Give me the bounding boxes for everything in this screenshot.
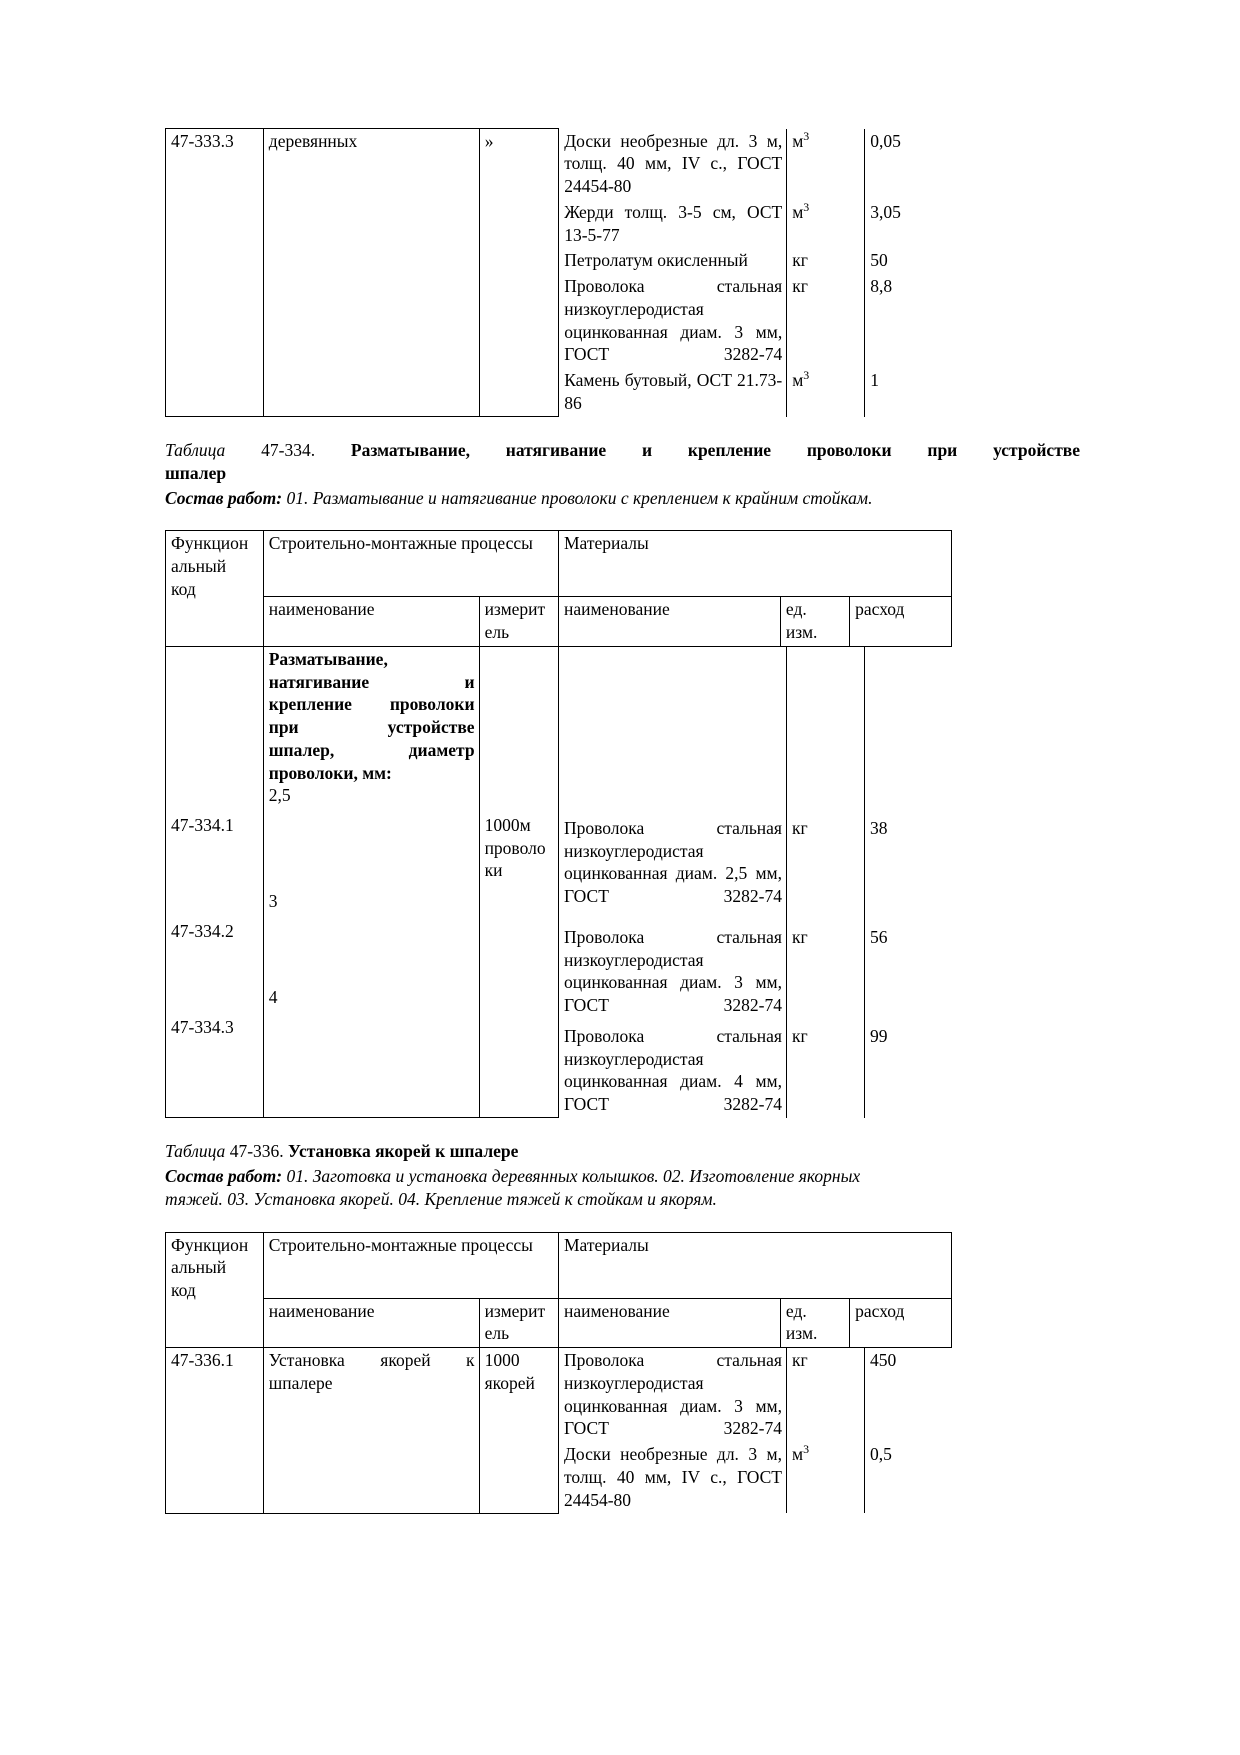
material-row	[559, 129, 974, 200]
measure-unit-l1: 1000	[484, 1350, 520, 1371]
material-unit	[787, 129, 865, 200]
material-quantity: 38	[869, 817, 888, 838]
material-unit	[787, 274, 865, 368]
material-row	[559, 200, 974, 249]
material-name: Жерди толщ. 3-5 см, ОСТ 13-5-77	[559, 200, 787, 249]
material-quantity: 3,05	[870, 201, 901, 222]
cell-measure-unit-stack	[479, 646, 558, 1118]
cell-measure-unit	[485, 814, 554, 882]
cell-functional-code-stack	[166, 646, 264, 1118]
subheader-process-name: наименование	[263, 1298, 479, 1348]
caption-title: Установка якорей к шпалере	[288, 1141, 519, 1162]
cell-process-name: 2,5	[268, 785, 291, 806]
sostav-value-l2: тяжей. 03. Установка якорей. 04. Крепление тяжей к стойкам и якорям.	[165, 1189, 717, 1210]
material-spacer-unit	[786, 647, 864, 816]
material-row	[559, 1442, 974, 1513]
material-unit	[787, 248, 865, 274]
cell-functional-code: 47-333.3	[166, 129, 264, 417]
process-name-l2: шпалере	[268, 1372, 333, 1393]
cell-process-name	[263, 1348, 479, 1514]
material-unit-text: м	[792, 370, 804, 390]
group-title-l4: при устройстве	[268, 717, 475, 738]
material-quantity: 0,5	[869, 1444, 892, 1465]
material-unit-superscript: 3	[803, 368, 810, 383]
material-row	[559, 1348, 974, 1442]
material-spacer-row	[559, 647, 974, 816]
subheader-material-unit-l2: изм.	[785, 622, 818, 643]
cell-functional-code: 47-334.3	[171, 1016, 234, 1037]
subheader-measure-unit	[479, 597, 558, 647]
table-47-333-continued	[165, 128, 952, 417]
material-row	[559, 925, 974, 1024]
subheader-measure-unit	[479, 1298, 558, 1348]
process-name-l1: Установка якорей к	[268, 1350, 475, 1371]
material-quantity: 450	[869, 1350, 897, 1371]
header-functional-code-l1: Функцион	[171, 533, 249, 554]
materials-grid	[559, 647, 974, 1118]
material-unit-text: кг	[791, 1350, 808, 1371]
cell-process-name-stack	[263, 646, 479, 1118]
material-unit-text: кг	[792, 250, 808, 271]
material-name: Проволока стальная низкоуглеродистая оцинкованная диам. 3 мм, ГОСТ 3282-74	[559, 274, 787, 368]
cell-process-name: 4	[268, 987, 278, 1008]
sostav-label: Состав работ	[165, 488, 277, 509]
materials-grid	[559, 1348, 974, 1513]
table-caption-47-336	[165, 1140, 1080, 1163]
caption-title-cont: шпалер	[165, 463, 227, 484]
header-functional-code-l3: код	[171, 578, 196, 599]
spacer	[165, 510, 1080, 530]
subheader-material-unit-l1: ед.	[785, 599, 807, 620]
header-functional-code-l2: альный	[171, 556, 227, 577]
material-row	[559, 274, 974, 368]
subheader-material-unit-l2: изм.	[785, 1323, 818, 1344]
group-title-l5: шпалер, диаметр	[268, 739, 475, 760]
subheader-measure-unit-l2: ель	[484, 622, 510, 643]
material-name: Проволока стальная низкоуглеродистая оцинкованная диам. 3 мм, ГОСТ 3282-74	[559, 925, 787, 1024]
subheader-material-name: наименование	[558, 597, 780, 647]
material-unit-superscript: 3	[803, 128, 810, 143]
material-row	[559, 816, 974, 925]
subheader-measure-unit-l2: ель	[484, 1323, 510, 1344]
material-unit-superscript: 3	[803, 199, 810, 214]
cell-functional-code: 47-334.2	[171, 920, 234, 941]
material-name: Доски необрезные дл. 3 м, толщ. 40 мм, IV с., ГОСТ 24454-80	[559, 1442, 787, 1513]
subheader-material-unit	[780, 1298, 849, 1348]
caption-number: 47-334.	[261, 440, 316, 460]
table-body-row	[166, 1348, 952, 1514]
caption-word: Таблица	[165, 1141, 226, 1162]
unit-spacer-group-title	[485, 648, 554, 814]
table-caption-47-334	[165, 439, 1080, 462]
material-unit-text: м	[791, 1444, 804, 1465]
table-47-336	[165, 1232, 952, 1514]
material-unit: кг	[786, 1024, 864, 1118]
material-quantity: 8,8	[870, 276, 893, 296]
material-unit: кг	[786, 925, 864, 1024]
material-name: Камень бутовый, ОСТ 21.73-86	[559, 368, 787, 417]
table-caption-47-334-line2	[165, 462, 1080, 485]
cell-materials-group	[559, 129, 952, 417]
material-unit	[787, 368, 865, 417]
header-materials: Материалы	[558, 1232, 951, 1298]
material-row	[559, 248, 974, 274]
header-materials: Материалы	[558, 531, 951, 597]
material-unit-superscript: 3	[803, 1442, 810, 1457]
table-header-row	[166, 531, 952, 597]
material-unit	[786, 1442, 864, 1513]
header-construction-processes: Строительно-монтажные процессы	[263, 531, 558, 597]
group-title-l3: крепление проволоки	[268, 694, 475, 715]
group-title-l6: проволоки, мм:	[268, 762, 392, 783]
cell-functional-code: 47-334.1	[171, 814, 234, 835]
subheader-measure-unit-l1: измерит	[484, 1300, 546, 1321]
table-row	[166, 129, 953, 417]
subheader-consumption: расход	[850, 1298, 952, 1348]
material-name: Проволока стальная низкоуглеродистая оцинкованная диам. 2,5 мм, ГОСТ 3282-74	[559, 816, 787, 925]
table-body-row	[166, 646, 952, 1118]
material-name: Проволока стальная низкоуглеродистая оцинкованная диам. 4 мм, ГОСТ 3282-74	[559, 1024, 787, 1118]
header-functional-code-l3: код	[171, 1280, 196, 1301]
cell-functional-code: 47-336.1	[166, 1348, 264, 1514]
cell-materials-group	[558, 646, 951, 1118]
material-unit-text: м	[792, 201, 804, 222]
cell-materials-group	[558, 1348, 951, 1514]
sostav-value-l1: 01. Заготовка и установка деревянных колышков. 02. Изготовление якорных	[286, 1166, 861, 1187]
material-spacer-name	[559, 647, 787, 816]
header-construction-processes: Строительно-монтажные процессы	[263, 1232, 558, 1298]
cell-process-name: деревянных	[263, 129, 479, 417]
code-spacer-group-title	[171, 648, 259, 814]
material-row	[559, 1024, 974, 1118]
material-name: Петролатум окисленный	[559, 248, 787, 274]
measure-unit-l1: 1000м	[484, 814, 531, 835]
subheader-measure-unit-l1: измерит	[484, 599, 546, 620]
material-unit	[787, 200, 865, 249]
header-functional-code	[166, 1232, 264, 1348]
material-row	[559, 368, 974, 417]
sostav-rabot-47-336: Состав работ: 01. Заготовка и установка деревянных колышков. 02. Изготовление якорных	[165, 1166, 861, 1187]
material-quantity: 0,05	[870, 130, 901, 151]
measure-unit-l3: ки	[484, 860, 503, 881]
material-name: Доски необрезные дл. 3 м, толщ. 40 мм, IV с., ГОСТ 24454-80	[559, 129, 787, 200]
header-functional-code-l2: альный	[171, 1257, 227, 1278]
material-spacer-qty	[864, 647, 974, 816]
material-quantity: 56	[869, 926, 888, 947]
material-quantity: 50	[870, 250, 888, 271]
table-47-334	[165, 530, 952, 1118]
group-title-l1: Разматывание,	[268, 648, 388, 669]
caption-number: 47-336.	[229, 1141, 284, 1162]
group-title	[269, 648, 475, 785]
cell-process-name: 3	[268, 891, 278, 912]
table-subheader-row	[166, 597, 952, 647]
caption-title: Разматывание, натягивание и крепление проволоки при устройстве	[350, 440, 1081, 460]
material-name: Проволока стальная низкоуглеродистая оцинкованная диам. 3 мм, ГОСТ 3282-74	[559, 1348, 787, 1442]
material-quantity: 99	[869, 1025, 888, 1046]
material-unit-text: кг	[792, 276, 808, 296]
material-unit-text: м	[792, 130, 804, 151]
subheader-material-name: наименование	[558, 1298, 780, 1348]
spacer	[165, 1212, 1080, 1232]
sostav-rabot-47-334: Состав работ: 01. Разматывание и натягивание проволоки с креплением к крайним стойкам.	[165, 488, 873, 509]
sostav-label: Состав работ	[165, 1166, 277, 1187]
cell-measure-unit: »	[479, 129, 558, 417]
sostav-value: 01. Разматывание и натягивание проволоки с креплением к крайним стойкам.	[286, 488, 873, 509]
sostav-rabot-47-336-line2	[165, 1188, 1080, 1211]
material-quantity: 1	[870, 370, 879, 390]
header-functional-code-l1: Функцион	[171, 1234, 249, 1255]
table-subheader-row	[166, 1298, 952, 1348]
header-functional-code	[166, 531, 264, 647]
subheader-consumption: расход	[850, 597, 952, 647]
measure-unit-l2: проволо	[484, 837, 546, 858]
material-unit	[786, 1348, 864, 1442]
subheader-material-unit-l1: ед.	[785, 1300, 807, 1321]
group-title-l2: натягивание и	[268, 671, 475, 692]
material-unit: кг	[786, 816, 864, 925]
table-header-row	[166, 1232, 952, 1298]
cell-measure-unit	[479, 1348, 558, 1514]
materials-grid	[559, 129, 974, 417]
caption-word: Таблица	[165, 440, 226, 460]
subheader-process-name: наименование	[263, 597, 479, 647]
subheader-material-unit	[780, 597, 849, 647]
measure-unit-l2: якорей	[484, 1372, 535, 1393]
